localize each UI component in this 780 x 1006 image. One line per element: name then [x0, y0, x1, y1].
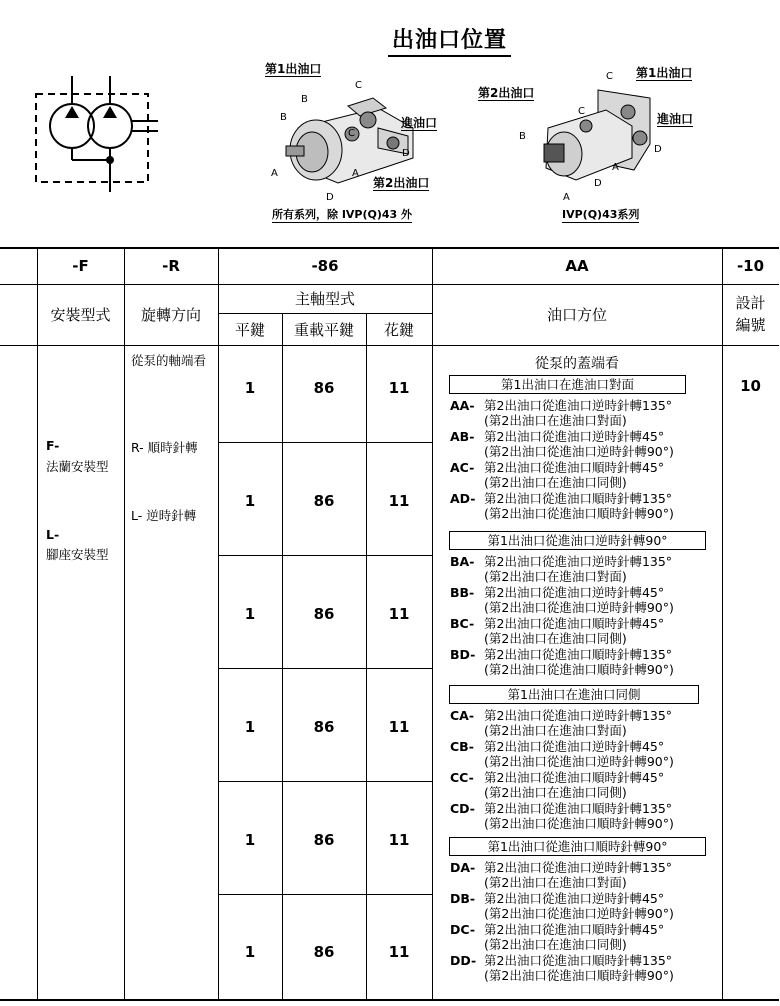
- left-letter: C: [348, 128, 355, 139]
- left-letter: D: [326, 192, 334, 203]
- left-letter: B: [280, 112, 287, 123]
- port-option-note: (第2出油口在進油口同側): [484, 631, 627, 646]
- right-port2-label: 第2出油口: [478, 86, 535, 100]
- port-option-code: AC-: [450, 460, 475, 475]
- header-rotation: 旋轉方向: [140, 306, 201, 324]
- shaft-spline-value: 11: [388, 492, 410, 510]
- header-shaft-plain: 平鍵: [234, 320, 265, 339]
- code-shaft: -86: [311, 256, 339, 275]
- design-number: 10: [740, 377, 761, 395]
- port-option: [450, 953, 672, 969]
- shaft-spline-value: 11: [388, 605, 410, 623]
- port-option-note: (第2出油口從進油口順時針轉90°): [484, 816, 674, 831]
- port-option-code: DC-: [450, 922, 476, 937]
- port-option: [450, 460, 664, 476]
- hydraulic-double-pump-symbol-icon: [30, 76, 160, 192]
- port-option-note: (第2出油口從進油口逆時針轉90°): [484, 444, 674, 459]
- port-option-text: 第2出油口從進油口逆時針轉45°: [484, 585, 665, 600]
- right-port1-label: 第1出油口: [636, 66, 693, 80]
- port-option-note: (第2出油口在進油口對面): [484, 569, 627, 584]
- header-shaft: 主軸型式: [294, 290, 355, 308]
- mounting-code-l: L-: [46, 527, 60, 542]
- shaft-plain-value: 1: [244, 718, 256, 736]
- port-option-note: (第2出油口在進油口同側): [484, 937, 627, 952]
- port-option-note: (第2出油口在進油口對面): [484, 875, 627, 890]
- port-option-note: (第2出油口從進油口逆時針轉90°): [484, 906, 674, 921]
- header-shaft-spline: 花鍵: [383, 320, 414, 339]
- right-letter: D: [594, 178, 602, 189]
- port-option-code: BB-: [450, 585, 475, 600]
- left-letter: A: [271, 168, 278, 179]
- shaft-heavy-value: 86: [313, 718, 335, 736]
- port-option-code: CA-: [450, 708, 475, 723]
- port-option: [450, 922, 664, 938]
- right-letter: A: [563, 192, 570, 203]
- rotation-option-l: L- 逆時針轉: [131, 508, 197, 523]
- left-letter: B: [301, 94, 308, 105]
- port-option-code: AD-: [450, 491, 476, 506]
- port-option-code: AA-: [450, 398, 475, 413]
- rotation-note: 從泵的軸端看: [131, 353, 207, 368]
- left-letter: C: [355, 80, 362, 91]
- port-option-note: (第2出油口在進油口同側): [484, 475, 627, 490]
- left-diagram-caption: 所有系列，除 IVP(Q)43 外: [272, 208, 413, 221]
- port-option-code: BC-: [450, 616, 475, 631]
- shaft-spline-value: 11: [388, 718, 410, 736]
- shaft-plain-value: 1: [244, 943, 256, 961]
- right-letter: B: [519, 131, 526, 142]
- port-option-text: 第2出油口從進油口順時針轉135°: [484, 953, 673, 968]
- code-mounting: -F: [72, 256, 89, 275]
- port-option: [450, 429, 664, 445]
- shaft-spline-value: 11: [388, 379, 410, 397]
- port-option-text: 第2出油口從進油口逆時針轉135°: [484, 554, 673, 569]
- port-option: [450, 708, 672, 724]
- shaft-plain-value: 1: [244, 831, 256, 849]
- right-letter: A: [612, 162, 619, 173]
- port-option-note: (第2出油口在進油口同側): [484, 785, 627, 800]
- header-mounting: 安裝型式: [50, 306, 111, 324]
- rotation-option-r: R- 順時針轉: [131, 440, 198, 455]
- port-option: [450, 770, 664, 786]
- port-option-note: (第2出油口在進油口對面): [484, 723, 627, 738]
- shaft-plain-value: 1: [244, 605, 256, 623]
- port-option: [450, 860, 672, 876]
- port-option-code: CC-: [450, 770, 474, 785]
- port-option-note: (第2出油口從進油口逆時針轉90°): [484, 600, 674, 615]
- right-letter: C: [606, 71, 613, 82]
- port-option: [450, 585, 664, 601]
- port-option-text: 第2出油口從進油口逆時針轉45°: [484, 739, 665, 754]
- port-option-note: (第2出油口從進油口順時針轉90°): [484, 968, 674, 983]
- port-option-text: 第2出油口從進油口順時針轉135°: [484, 801, 673, 816]
- port-option: [450, 491, 672, 507]
- port-option-text: 第2出油口從進油口順時針轉45°: [484, 922, 665, 937]
- port-option-code: CD-: [450, 801, 475, 816]
- header-design: 設計: [735, 293, 766, 312]
- left-port2-label: 第2出油口: [373, 176, 430, 190]
- header-design-line2: 編號: [735, 315, 766, 334]
- shaft-heavy-value: 86: [313, 492, 335, 510]
- port-option-text: 第2出油口從進油口逆時針轉135°: [484, 398, 673, 413]
- shaft-spline-value: 11: [388, 943, 410, 961]
- pump-drawing-ivpq43-icon: [528, 82, 658, 192]
- left-port1-label: 第1出油口: [265, 62, 322, 76]
- port-option-code: DD-: [450, 953, 477, 968]
- port-option-code: BD-: [450, 647, 476, 662]
- port-option-text: 第2出油口從進油口逆時針轉45°: [484, 429, 665, 444]
- port-group-heading: 第1出油口從進油口逆時針轉90°: [449, 531, 706, 550]
- port-group-heading: 第1出油口在進油口同側: [449, 685, 699, 704]
- port-option-text: 第2出油口從進油口逆時針轉45°: [484, 891, 665, 906]
- code-port-position: AA: [565, 256, 589, 275]
- port-option-text: 第2出油口從進油口順時針轉45°: [484, 460, 665, 475]
- port-option-note: (第2出油口從進油口逆時針轉90°): [484, 754, 674, 769]
- port-option-text: 第2出油口從進油口順時針轉135°: [484, 647, 673, 662]
- port-option: [450, 739, 664, 755]
- port-option-note: (第2出油口從進油口順時針轉90°): [484, 662, 674, 677]
- code-design: -10: [736, 256, 765, 275]
- port-option: [450, 801, 672, 817]
- shaft-plain-value: 1: [244, 492, 256, 510]
- shaft-spline-value: 11: [388, 831, 410, 849]
- port-option-code: BA-: [450, 554, 475, 569]
- right-letter: C: [578, 106, 585, 117]
- port-option-code: DA-: [450, 860, 476, 875]
- mounting-code-f: F-: [46, 438, 60, 453]
- port-option-note: (第2出油口從進油口順時針轉90°): [484, 506, 674, 521]
- header-shaft-heavy: 重載平鍵: [293, 320, 354, 339]
- right-inlet-label: 進油口: [657, 112, 694, 126]
- port-option-code: CB-: [450, 739, 474, 754]
- shaft-heavy-value: 86: [313, 831, 335, 849]
- shaft-heavy-value: 86: [313, 943, 335, 961]
- left-inlet-label: 進油口: [401, 116, 438, 130]
- port-option: [450, 616, 664, 632]
- port-group-heading: 第1出油口從進油口順時針轉90°: [449, 837, 706, 856]
- shaft-heavy-value: 86: [313, 379, 335, 397]
- port-option: [450, 398, 672, 414]
- mounting-label-l: 腳座安裝型: [46, 547, 109, 562]
- left-letter: D: [402, 148, 410, 159]
- port-note: 從泵的蓋端看: [535, 356, 619, 372]
- code-rotation: -R: [162, 256, 180, 275]
- port-option-text: 第2出油口從進油口逆時針轉135°: [484, 708, 673, 723]
- port-option-text: 第2出油口從進油口順時針轉135°: [484, 491, 673, 506]
- right-letter: D: [654, 144, 662, 155]
- model-code-table: [0, 247, 779, 1001]
- shaft-plain-value: 1: [244, 379, 256, 397]
- port-option: [450, 891, 664, 907]
- port-option-text: 第2出油口從進油口順時針轉45°: [484, 770, 665, 785]
- section-title: 出油口位置: [388, 28, 511, 57]
- port-option-text: 第2出油口從進油口逆時針轉135°: [484, 860, 673, 875]
- port-group-heading: 第1出油口在進油口對面: [449, 375, 686, 394]
- shaft-heavy-value: 86: [313, 605, 335, 623]
- port-option-code: AB-: [450, 429, 475, 444]
- right-diagram-caption: IVP(Q)43系列: [562, 208, 640, 221]
- left-letter: A: [352, 168, 359, 179]
- header-port-position: 油口方位: [546, 306, 607, 324]
- port-option-code: DB-: [450, 891, 476, 906]
- port-option: [450, 554, 672, 570]
- mounting-label-f: 法蘭安裝型: [46, 459, 109, 474]
- port-option: [450, 647, 672, 663]
- port-option-text: 第2出油口從進油口順時針轉45°: [484, 616, 665, 631]
- port-option-note: (第2出油口在進油口對面): [484, 413, 627, 428]
